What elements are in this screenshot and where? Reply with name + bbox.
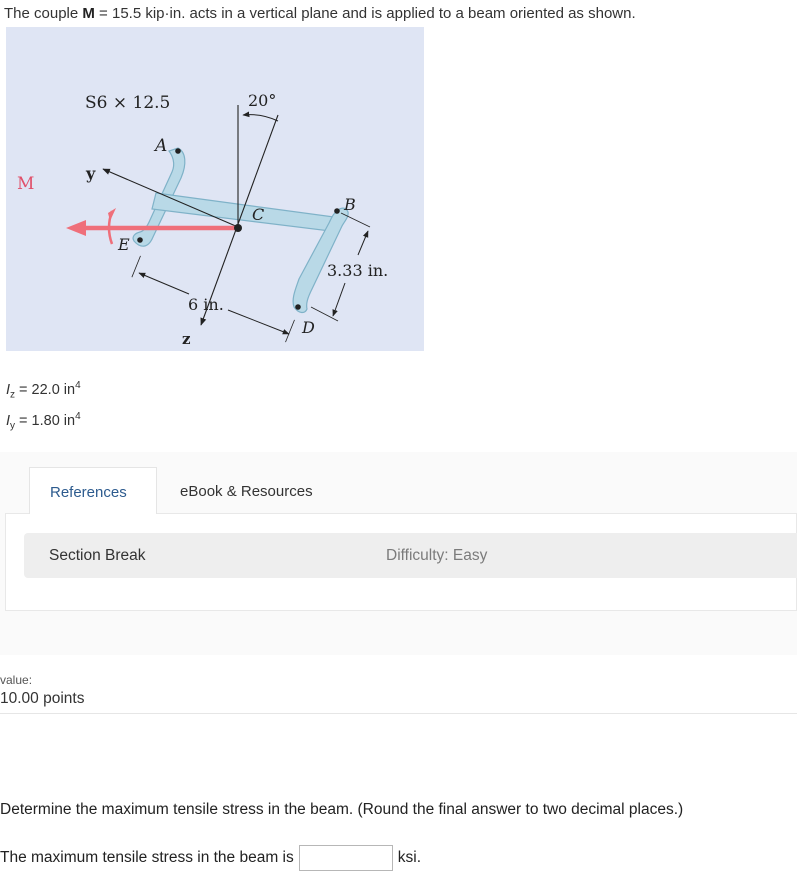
point-c (234, 224, 242, 232)
label-z: z (182, 330, 191, 348)
difficulty-label: Difficulty: Easy (386, 547, 488, 564)
question-text: Determine the maximum tensile stress in the beam. (Round the final answer to two decimal places.) (0, 801, 684, 818)
problem-intro: The couple (4, 5, 83, 22)
answer-row (0, 844, 421, 872)
couple-symbol: M (82, 5, 95, 22)
divider (0, 713, 797, 714)
label-e: E (118, 235, 130, 254)
moment-label: M (17, 174, 35, 194)
angle-label: 20° (248, 91, 277, 110)
point-b (334, 208, 340, 214)
moments-of-inertia (6, 375, 81, 436)
iy-line: $I_y = 1.80$ $in^4$ (6, 410, 81, 432)
label-c: C (252, 205, 265, 224)
answer-prefix: The maximum tensile stress in the beam is (0, 849, 294, 866)
width-dim-label: 6 in. (188, 295, 224, 314)
label-d: D (302, 318, 315, 337)
problem-rest: = 15.5 kip·in. acts in a vertical plane and is applied to a beam oriented as shown. (94, 5, 636, 22)
section-break-label: Section Break (49, 547, 146, 564)
flange-dim-label: 3.33 in. (327, 261, 389, 280)
beam-figure (6, 27, 424, 351)
value-points: 10.00 points (0, 690, 85, 707)
answer-unit: ksi. (397, 849, 421, 866)
angle-arc (243, 115, 278, 121)
label-b: B (344, 195, 356, 214)
problem-statement (4, 5, 636, 22)
point-d (295, 304, 301, 310)
answer-input[interactable] (299, 845, 393, 871)
iz-line: $I_z = 22.0$ $in^4$ (6, 380, 81, 401)
section-label: S6 × 12.5 (85, 93, 171, 113)
point-a (175, 148, 181, 154)
label-y: y (86, 164, 96, 183)
section-break-bar[interactable] (24, 533, 797, 578)
point-e (137, 237, 143, 243)
tab-references[interactable]: References (29, 467, 157, 514)
value-label: value: (0, 673, 33, 687)
tab-ebook-resources[interactable]: eBook & Resources (180, 483, 313, 500)
label-a: A (155, 136, 168, 156)
